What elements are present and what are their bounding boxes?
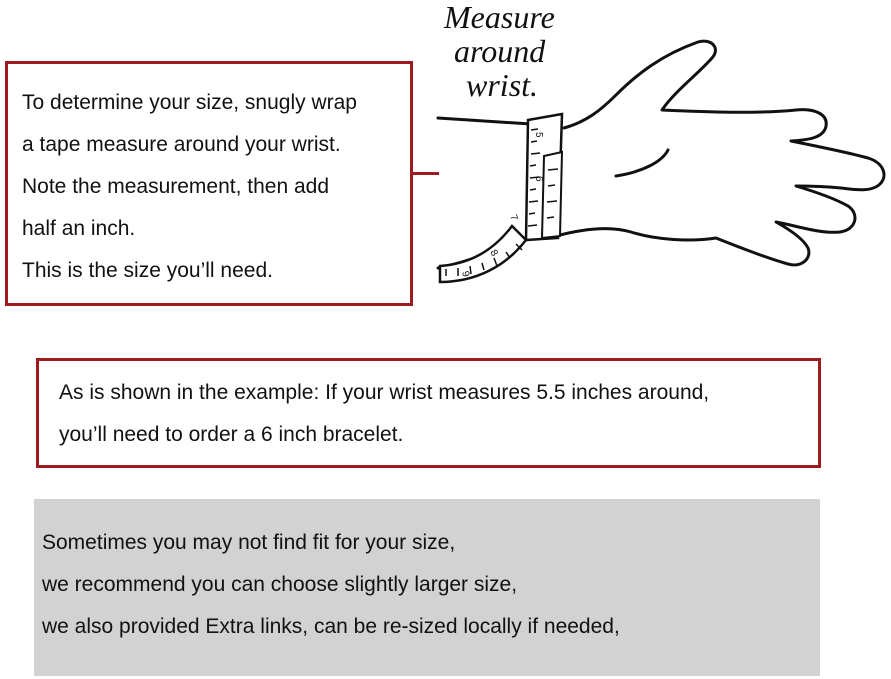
palm-crease	[616, 150, 668, 176]
caption-line: wrist.	[466, 67, 539, 103]
tape-measure-icon	[440, 114, 562, 282]
example-line: you’ll need to order a 6 inch bracelet.	[59, 423, 404, 446]
example-box	[36, 358, 821, 468]
caption-line: Measure	[444, 0, 555, 35]
note-line: we recommend you can choose slightly larger size,	[42, 573, 518, 596]
instruction-box	[5, 61, 413, 306]
tape-number: 8	[487, 248, 500, 259]
caption-line: around	[454, 33, 546, 69]
tape-number: 9	[459, 269, 472, 279]
instruction-line: a tape measure around your wrist.	[22, 133, 341, 156]
tape-number: 6	[533, 176, 544, 182]
note-box	[34, 499, 820, 676]
instruction-line: To determine your size, snugly wrap	[22, 91, 357, 114]
tape-number: 5	[533, 132, 544, 138]
hand-outline	[556, 41, 884, 265]
forearm-outline	[438, 118, 531, 124]
hand-with-tape-measure-icon	[436, 0, 891, 300]
instruction-line: This is the size you’ll need.	[22, 259, 273, 282]
tape-number: 7	[507, 213, 520, 223]
note-line: we also provided Extra links, can be re-sized locally if needed,	[42, 615, 620, 638]
example-line: As is shown in the example: If your wrist measures 5.5 inches around,	[59, 381, 710, 404]
instruction-line: Note the measurement, then add	[22, 175, 330, 198]
instruction-line: half an inch.	[22, 217, 136, 240]
note-line: Sometimes you may not find fit for your size,	[42, 531, 456, 554]
